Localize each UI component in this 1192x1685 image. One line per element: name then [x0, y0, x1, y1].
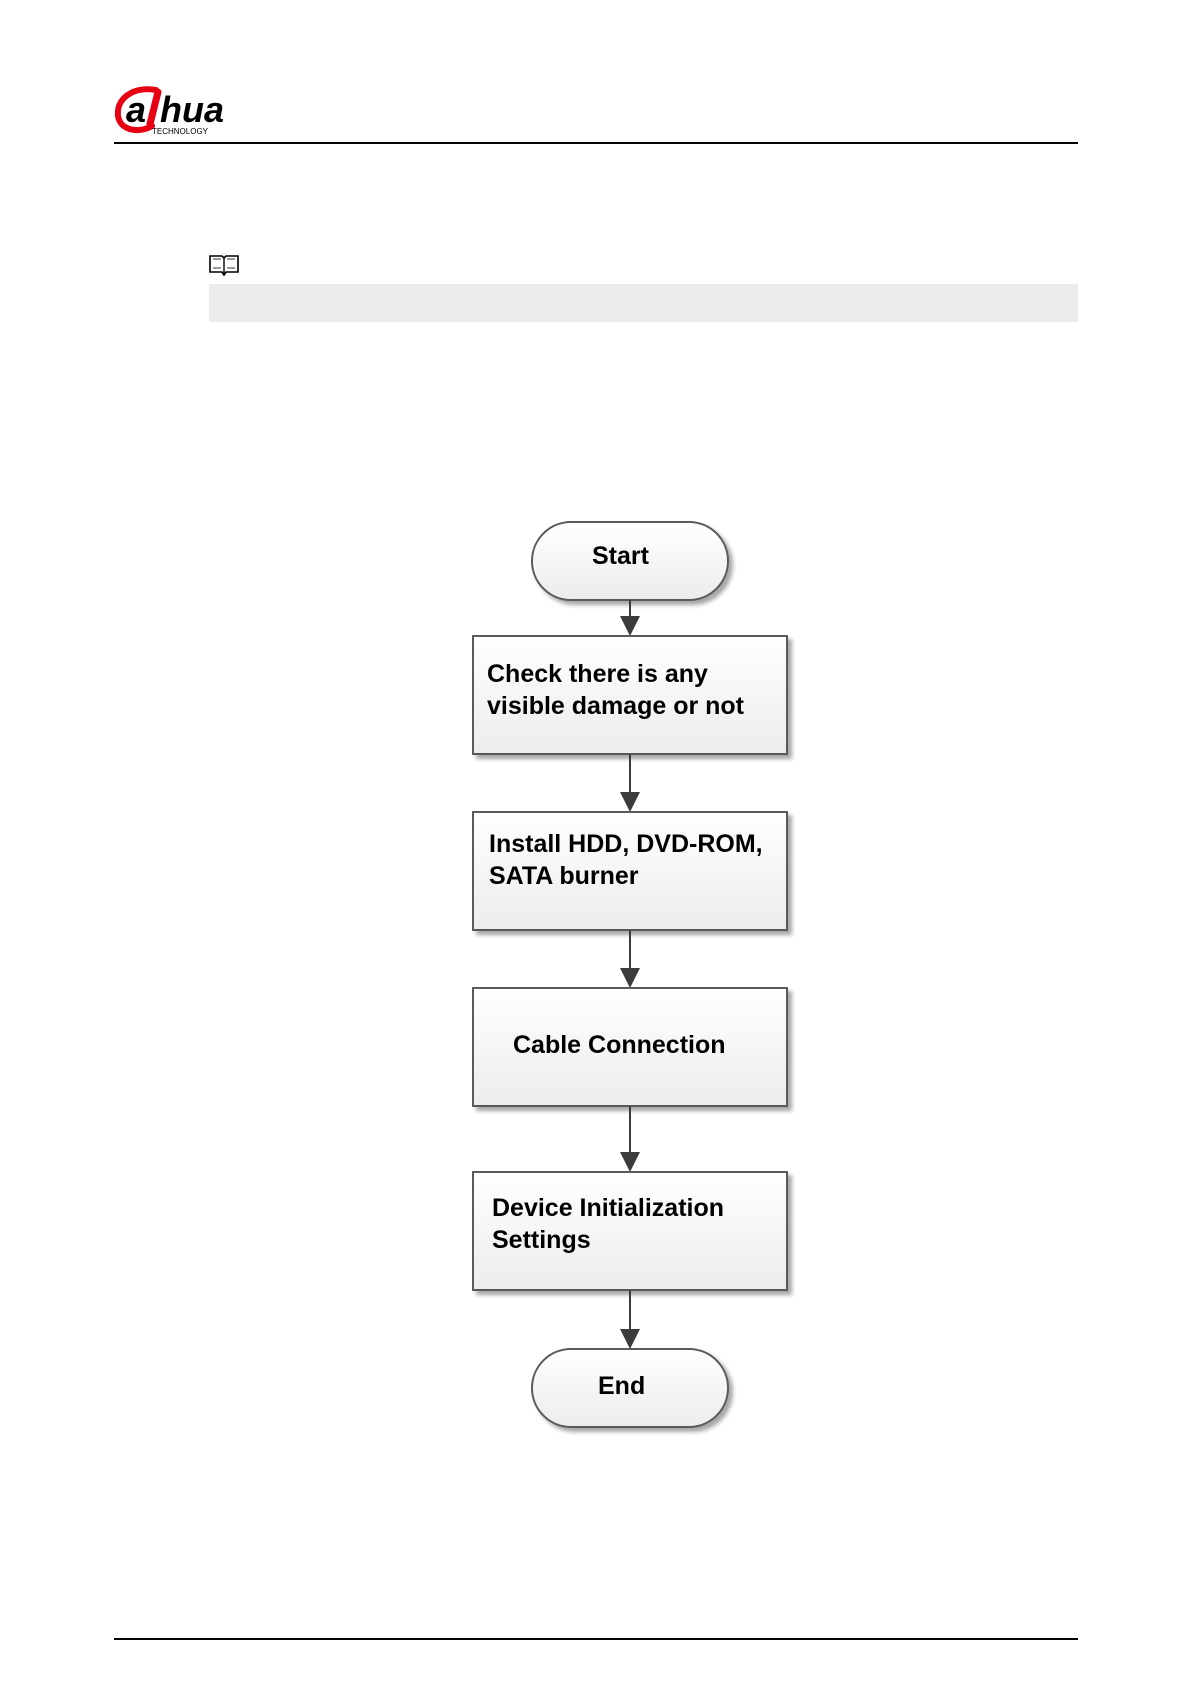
device-init-node-label: Device Initialization Settings	[492, 1194, 725, 1254]
start-node-label: Start	[592, 542, 649, 570]
brand-subtitle: TECHNOLOGY	[152, 127, 209, 136]
install-hdd-node-label: Install HDD, DVD-ROM, SATA burner	[489, 830, 763, 890]
svg-text:a: a	[126, 89, 147, 130]
svg-text:hua: hua	[160, 89, 225, 130]
check-damage-node-label: Check there is any visible damage or not	[487, 660, 745, 720]
end-node-label: End	[598, 1372, 646, 1400]
footer-divider	[114, 1638, 1078, 1640]
cable-connection-node-label: Cable Connection	[513, 1031, 726, 1059]
